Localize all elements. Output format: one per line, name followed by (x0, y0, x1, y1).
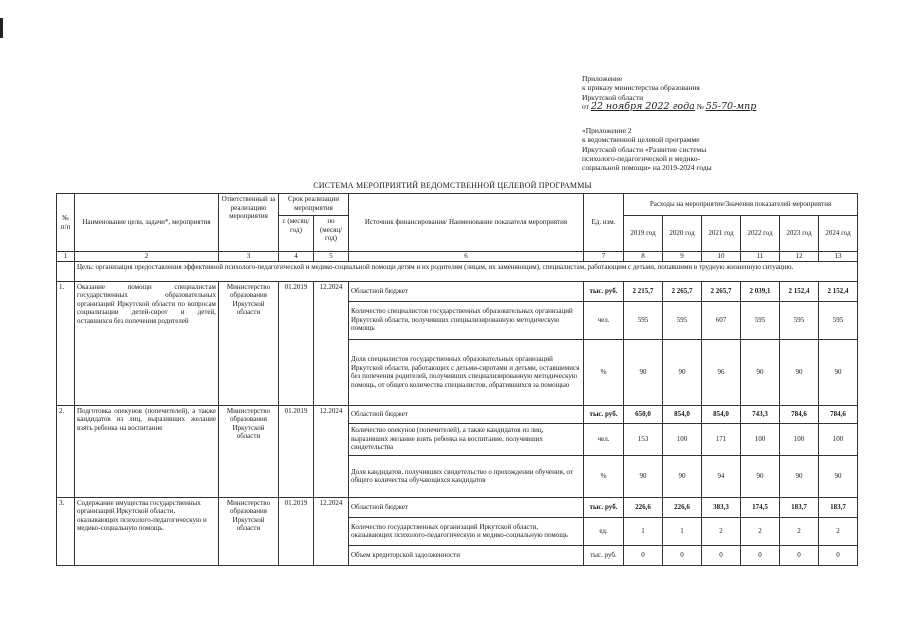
col-number: 13 (819, 252, 858, 262)
col-number: 3 (219, 252, 279, 262)
col-number: 6 (349, 252, 584, 262)
goal-text: Цель: организация предоставления эффективной психолого-педагогической и медико-социальной помощи детям и их родителям (лицам, их заменяющим), специалистам, работающим с детьми, попавшими в трудную жизненную ситуацию. (75, 261, 858, 281)
col-number: 10 (702, 252, 741, 262)
row-value: 1 (663, 517, 702, 545)
header-year: 2021 год (702, 216, 741, 252)
activity-num: 2. (57, 405, 75, 497)
row-value: 90 (819, 455, 858, 497)
row-source: Областной бюджет (349, 281, 584, 301)
activity-to: 12.2024 (314, 405, 349, 497)
header-num: № п/п (57, 194, 75, 252)
row-value: 0 (819, 545, 858, 565)
row-value: 595 (741, 301, 780, 339)
row-value: 383,3 (702, 497, 741, 517)
row-unit: % (584, 455, 624, 497)
activity-name: Содержание имущества государственных организаций Иркутской области, оказывающих психолого-педагогическую и медико-социальную помощь. (75, 497, 219, 565)
order-date: 22 ноября 2022 года (590, 100, 695, 112)
header-year: 2020 год (663, 216, 702, 252)
row-value: 90 (780, 339, 819, 405)
program-appendix-header (582, 126, 712, 172)
row-source: Областной бюджет (349, 497, 584, 517)
order-prefix: от (582, 101, 589, 111)
header-year: 2023 год (780, 216, 819, 252)
row-value: 607 (702, 301, 741, 339)
row-value: 96 (702, 339, 741, 405)
row-value: 2 (780, 517, 819, 545)
col-number: 9 (663, 252, 702, 262)
row-value: 100 (741, 423, 780, 455)
row-value: 784,6 (780, 405, 819, 423)
activity-name: Подготовка опекунов (попечителей), а также кандидатов из лиц, выразивших желание взять ребенка на воспитание (75, 405, 219, 497)
row-value: 2 039,1 (741, 281, 780, 301)
row-value: 90 (819, 339, 858, 405)
row-source: Количество опекунов (попечителей), а также кандидатов из лиц, выразивших желание взять ребенка на воспитание, получивших свидетельства (349, 423, 584, 455)
row-source: Количество государственных организаций Иркутской области, оказывающих психолого-педагогическую и медико-социальную помощь (349, 517, 584, 545)
row-value: 94 (702, 455, 741, 497)
activity-responsible: Министерство образования Иркутской области (219, 497, 279, 565)
row-value: 0 (780, 545, 819, 565)
header-to: по (месяц/год) (314, 216, 349, 252)
header-responsible: Ответственный за реализацию мероприятия (219, 194, 279, 252)
row-value: 90 (663, 455, 702, 497)
header-line: к ведомственной целевой программе (582, 135, 700, 145)
header-period: Срок реализации мероприятия (279, 194, 349, 216)
header-line: психолого-педагогической и медико- (582, 153, 700, 163)
row-value: 100 (819, 423, 858, 455)
page-edge-mark (0, 18, 3, 38)
row-value: 90 (624, 455, 663, 497)
row-value: 90 (780, 455, 819, 497)
row-value: 743,3 (741, 405, 780, 423)
col-number: 11 (741, 252, 780, 262)
header-source: Источник финансирования/ Наименование показателя мероприятия (349, 194, 584, 252)
col-number: 2 (75, 252, 219, 262)
activity-responsible: Министерство образования Иркутской области (219, 281, 279, 405)
activity-from: 01.2019 (279, 405, 314, 497)
row-value: 0 (663, 545, 702, 565)
col-number: 12 (780, 252, 819, 262)
row-value: 0 (624, 545, 663, 565)
row-value: 153 (624, 423, 663, 455)
row-value: 650,0 (624, 405, 663, 423)
activity-from: 01.2019 (279, 497, 314, 565)
row-value: 183,7 (819, 497, 858, 517)
row-value: 90 (741, 455, 780, 497)
row-value: 100 (780, 423, 819, 455)
row-value: 0 (702, 545, 741, 565)
row-value: 174,5 (741, 497, 780, 517)
activity-num: 3. (57, 497, 75, 565)
row-unit: % (584, 339, 624, 405)
row-value: 2 215,7 (624, 281, 663, 301)
row-value: 595 (819, 301, 858, 339)
header-line: Иркутской области (582, 92, 644, 102)
row-value: 90 (741, 339, 780, 405)
activity-num: 1. (57, 281, 75, 405)
row-value: 183,7 (780, 497, 819, 517)
header-year: 2022 год (741, 216, 780, 252)
row-value: 854,0 (663, 405, 702, 423)
col-number: 7 (584, 252, 624, 262)
row-source: Количество специалистов государственных образовательных организаций Иркутской области, получивших специализированную методическую помощь (349, 301, 584, 339)
activity-to: 12.2024 (314, 281, 349, 405)
col-number: 8 (624, 252, 663, 262)
activity-from: 01.2019 (279, 281, 314, 405)
header-from: с (месяц/год) (279, 216, 314, 252)
row-value: 595 (780, 301, 819, 339)
header-name: Наименование цели, задачи*, мероприятия (75, 194, 219, 252)
header-line: к приказу министерства образования (582, 83, 700, 93)
row-value: 2 (819, 517, 858, 545)
approval-header (582, 74, 756, 111)
row-value: 784,6 (819, 405, 858, 423)
order-number-prefix: № (696, 101, 704, 111)
row-value: 2 152,4 (819, 281, 858, 301)
row-value: 854,0 (702, 405, 741, 423)
row-value: 90 (624, 339, 663, 405)
activity-to: 12.2024 (314, 497, 349, 565)
row-value: 100 (663, 423, 702, 455)
header-year: 2024 год (819, 216, 858, 252)
row-value: 90 (663, 339, 702, 405)
row-value: 2 (741, 517, 780, 545)
row-value: 2 265,7 (663, 281, 702, 301)
row-unit: тыс. руб. (584, 545, 624, 565)
row-source: Доля кандидатов, получивших свидетельство о прохождении обучения, от общего количества обучающихся кандидатов (349, 455, 584, 497)
activity-responsible: Министерство образования Иркутской области (219, 405, 279, 497)
row-value: 1 (624, 517, 663, 545)
header-line: «Приложение 2 (582, 126, 632, 135)
row-unit: тыс. руб. (584, 281, 624, 301)
row-value: 595 (663, 301, 702, 339)
header-year: 2019 год (624, 216, 663, 252)
row-value: 226,6 (624, 497, 663, 517)
row-value: 2 (702, 517, 741, 545)
row-unit: чел. (584, 301, 624, 339)
order-line (582, 102, 756, 111)
activity-name: Оказание помощи специалистам государственных образовательных организаций Иркутской области по вопросам социализации детей-сирот и детей, оставшихся без попечения родителей (75, 281, 219, 405)
col-number: 4 (279, 252, 314, 262)
row-unit: тыс. руб. (584, 405, 624, 423)
order-number: 55-70-мпр (705, 100, 757, 112)
row-value: 171 (702, 423, 741, 455)
row-value: 226,6 (663, 497, 702, 517)
activities-table (56, 193, 858, 566)
header-line: социальной помощи» на 2019-2024 годы (582, 163, 712, 173)
row-source: Областной бюджет (349, 405, 584, 423)
header-unit: Ед. изм. (584, 194, 624, 252)
row-value: 0 (741, 545, 780, 565)
document-title: СИСТЕМА МЕРОПРИЯТИЙ ВЕДОМСТВЕННОЙ ЦЕЛЕВОЙ ПРОГРАММЫ (313, 181, 592, 190)
row-unit: ед. (584, 517, 624, 545)
col-number: 5 (314, 252, 349, 262)
row-value: 2 265,7 (702, 281, 741, 301)
row-source: Объем кредиторской задолженности (349, 545, 584, 565)
row-unit: чел. (584, 423, 624, 455)
header-line: Приложение (582, 74, 623, 83)
header-line: Иркутской области «Развитие системы (582, 144, 707, 154)
goal-num-cell (57, 261, 75, 281)
row-value: 595 (624, 301, 663, 339)
row-value: 2 152,4 (780, 281, 819, 301)
row-source: Доля специалистов государственных образовательных организаций Иркутской области, работающих с детьми-сиротами и детьми, оставшимися без попечения родителей, получивших специализированную методическую помощь, от общего количества специалистов, обратившихся за помощью (349, 339, 584, 405)
row-unit: тыс. руб. (584, 497, 624, 517)
header-expenses: Расходы на мероприятие/Значения показателей мероприятия (624, 194, 858, 216)
col-number: 1 (57, 252, 75, 262)
